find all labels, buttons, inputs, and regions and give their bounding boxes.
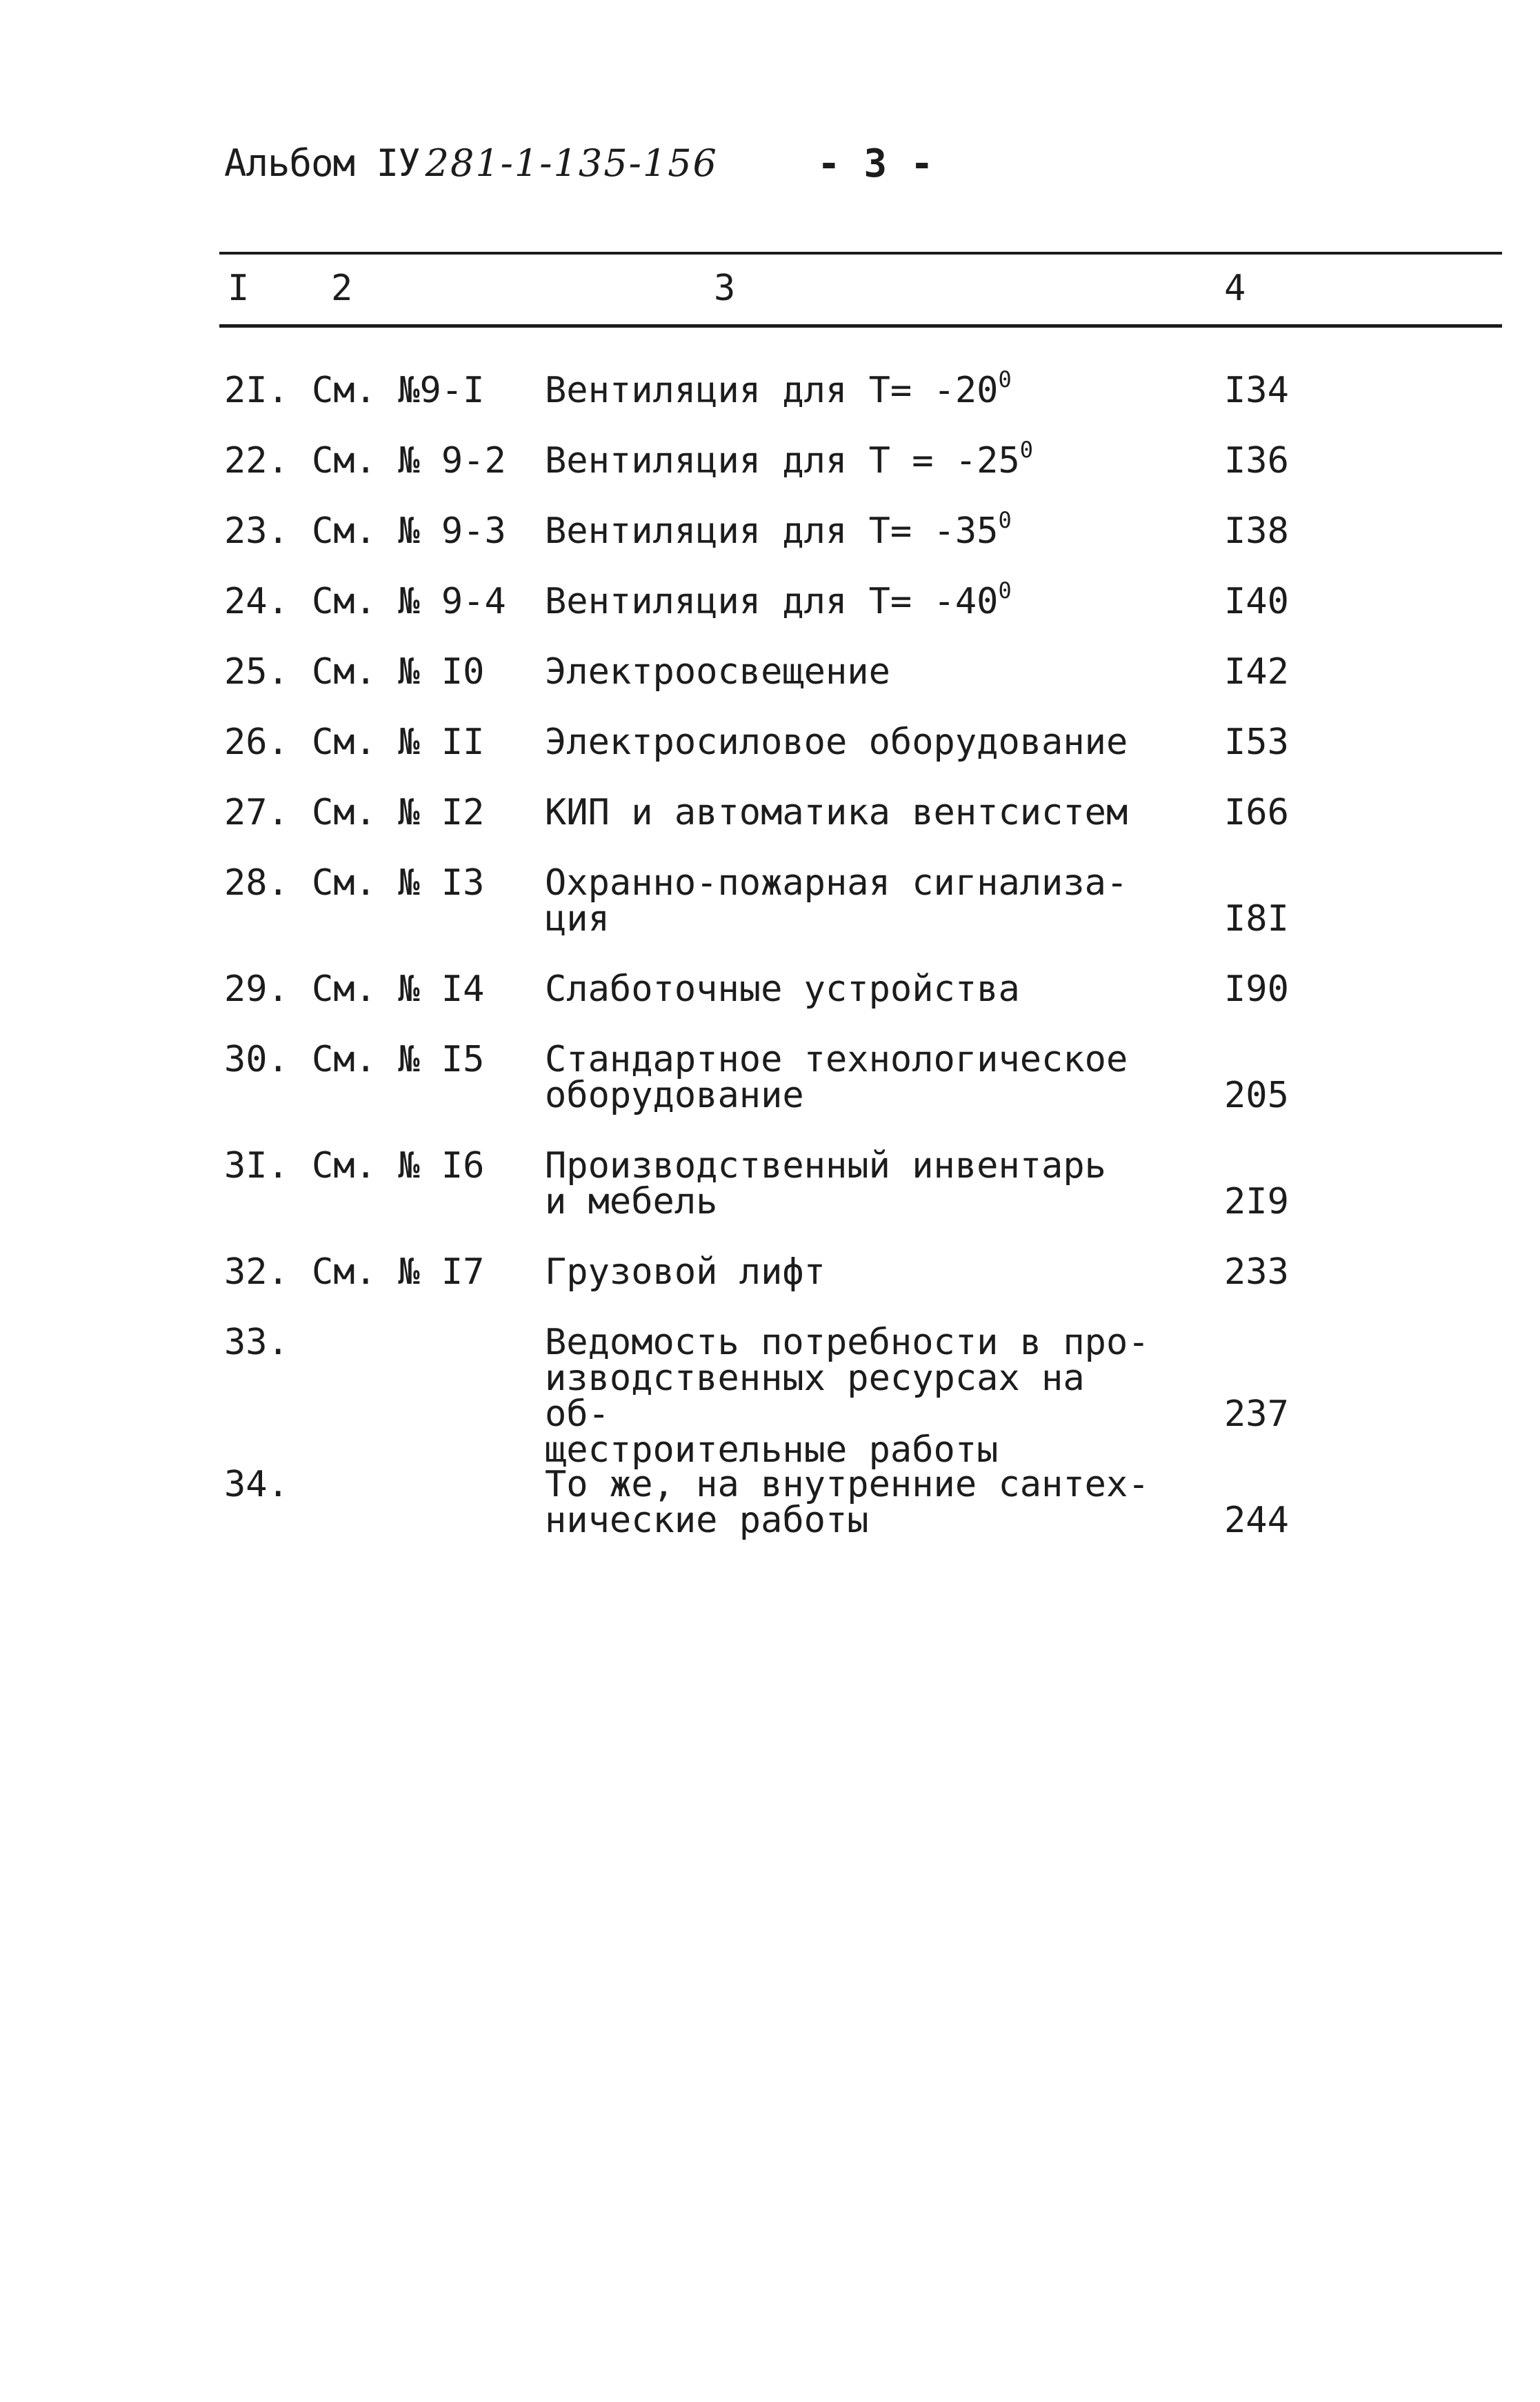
row-title-text: Вентиляция для Т= -35 xyxy=(545,510,999,552)
row-page-number: I66 xyxy=(1224,792,1289,833)
row-title xyxy=(545,1464,1166,1541)
row-number: 25. xyxy=(224,651,289,693)
row-page-number: 237 xyxy=(1224,1393,1289,1435)
row-title xyxy=(545,1322,1166,1471)
page-number: - 3 - xyxy=(817,141,934,186)
row-title xyxy=(545,651,1166,693)
table-row xyxy=(0,651,1540,693)
row-number: 23. xyxy=(224,510,289,552)
row-reference: См. № 9-2 xyxy=(312,440,506,482)
row-title-text: Вентиляция для Т = -25 xyxy=(545,440,1020,482)
row-reference: См. № 9-3 xyxy=(312,510,506,552)
table-row xyxy=(0,1145,1540,1222)
table-row xyxy=(0,507,1540,552)
row-page-number: 205 xyxy=(1224,1075,1289,1116)
album-code: 281-1-135-156 xyxy=(425,141,718,185)
row-number: 33. xyxy=(224,1322,289,1363)
row-title-text: Электросиловое оборудование xyxy=(545,722,1128,763)
album-label: Альбом IУ xyxy=(224,141,420,185)
row-reference: См. № I2 xyxy=(312,792,485,833)
column-header-2: 2 xyxy=(331,268,353,309)
table-row xyxy=(0,862,1540,940)
row-title-text: Электроосвещение xyxy=(545,651,890,693)
page-header xyxy=(224,141,934,197)
row-reference: См. № II xyxy=(312,722,485,763)
row-page-number: I40 xyxy=(1224,581,1289,622)
row-title xyxy=(545,1039,1166,1116)
table-row xyxy=(0,1464,1540,1541)
row-page-number: I34 xyxy=(1224,370,1289,411)
table-row xyxy=(0,1322,1540,1471)
row-page-number: 2I9 xyxy=(1224,1181,1289,1222)
row-title-text: Стандартное технологическое оборудование xyxy=(545,1039,1128,1116)
row-title xyxy=(545,862,1166,940)
table-row xyxy=(0,792,1540,833)
row-number: 34. xyxy=(224,1464,289,1505)
row-title-text: Вентиляция для Т= -20 xyxy=(545,370,999,411)
row-reference: См. № I4 xyxy=(312,969,485,1010)
row-reference: См. № 9-4 xyxy=(312,581,506,622)
row-page-number: I38 xyxy=(1224,510,1289,552)
row-title-text: КИП и автоматика вентсистем xyxy=(545,792,1128,833)
row-title xyxy=(545,366,1166,411)
row-page-number: I42 xyxy=(1224,651,1289,693)
degree-superscript: 0 xyxy=(998,577,1012,604)
row-reference: См. № I6 xyxy=(312,1145,485,1187)
row-page-number: I36 xyxy=(1224,440,1289,482)
row-title xyxy=(545,722,1166,763)
row-number: 28. xyxy=(224,862,289,904)
row-number: 30. xyxy=(224,1039,289,1080)
table-row xyxy=(0,366,1540,411)
table-row xyxy=(0,577,1540,622)
row-reference: См. №9-I xyxy=(312,370,485,411)
row-reference: См. № I3 xyxy=(312,862,485,904)
row-page-number: I53 xyxy=(1224,722,1289,763)
table-top-rule xyxy=(219,252,1502,255)
table-row xyxy=(0,1039,1540,1116)
row-title-text: Производственный инвентарь и мебель xyxy=(545,1145,1106,1222)
column-header-1: I xyxy=(228,268,250,309)
row-title-text: То же, на внутренние сантех- нические работы xyxy=(545,1464,1150,1541)
row-number: 29. xyxy=(224,969,289,1010)
row-reference: См. № I5 xyxy=(312,1039,485,1080)
row-number: 2I. xyxy=(224,370,289,411)
row-number: 24. xyxy=(224,581,289,622)
degree-superscript: 0 xyxy=(998,366,1012,393)
row-title xyxy=(545,792,1166,833)
row-number: 27. xyxy=(224,792,289,833)
column-header-4: 4 xyxy=(1224,268,1246,309)
row-page-number: I8I xyxy=(1224,898,1289,940)
contents-table xyxy=(0,366,1540,1573)
row-page-number: I90 xyxy=(1224,969,1289,1010)
row-title xyxy=(545,577,1166,622)
column-header-3: 3 xyxy=(714,268,736,309)
table-row xyxy=(0,1251,1540,1293)
table-row xyxy=(0,969,1540,1010)
row-title xyxy=(545,507,1166,552)
table-row xyxy=(0,722,1540,763)
row-title xyxy=(545,437,1166,482)
row-number: 22. xyxy=(224,440,289,482)
row-title xyxy=(545,969,1166,1010)
row-page-number: 244 xyxy=(1224,1500,1289,1541)
row-reference: См. № I7 xyxy=(312,1251,485,1293)
row-number: 3I. xyxy=(224,1145,289,1187)
table-row xyxy=(0,437,1540,482)
row-reference: См. № I0 xyxy=(312,651,485,693)
row-title xyxy=(545,1145,1166,1222)
row-page-number: 233 xyxy=(1224,1251,1289,1293)
degree-superscript: 0 xyxy=(998,507,1012,533)
degree-superscript: 0 xyxy=(1019,437,1034,463)
row-title-text: Грузовой лифт xyxy=(545,1251,826,1293)
row-title-text: Слаботочные устройства xyxy=(545,969,1020,1010)
row-number: 26. xyxy=(224,722,289,763)
row-title-text: Ведомость потребности в про- изводственных ресурсах на об- щестроительные работы xyxy=(545,1322,1150,1471)
row-title xyxy=(545,1251,1166,1293)
table-header-rule xyxy=(219,324,1502,328)
row-title-text: Вентиляция для Т= -40 xyxy=(545,581,999,622)
row-title-text: Охранно-пожарная сигнализа- ция xyxy=(545,862,1128,940)
row-number: 32. xyxy=(224,1251,289,1293)
